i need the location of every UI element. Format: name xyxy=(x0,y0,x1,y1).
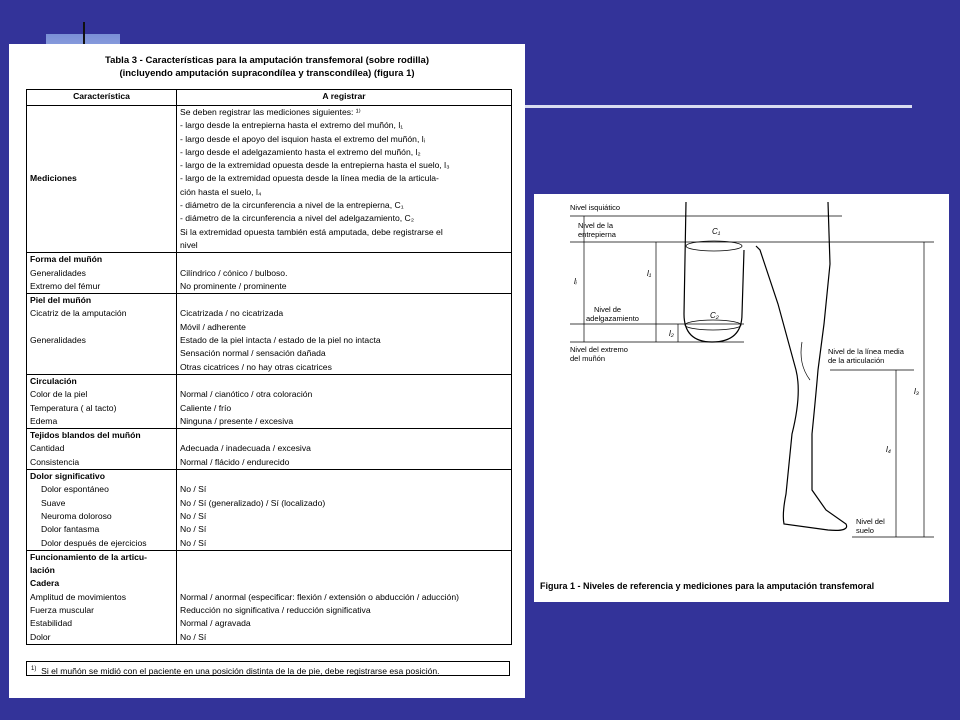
cell-caracteristica: Color de la piel xyxy=(27,388,177,401)
cell-caracteristica: Amplitud de movimientos xyxy=(27,591,177,604)
cell-a-registrar: Se deben registrar las mediciones siguientes: ¹⁾ xyxy=(177,106,512,120)
label-linea-media-1: Nivel de la línea media xyxy=(828,347,904,356)
cell-caracteristica: Cicatriz de la amputación xyxy=(27,307,177,320)
table-row xyxy=(27,374,512,388)
table-row xyxy=(27,631,512,645)
table-row xyxy=(27,186,512,199)
cell-a-registrar xyxy=(177,564,512,577)
stump-outline xyxy=(684,202,744,342)
cell-caracteristica xyxy=(27,186,177,199)
header-a-registrar: A registrar xyxy=(177,90,512,106)
cell-caracteristica xyxy=(27,119,177,132)
c2-circumference xyxy=(685,320,741,330)
header-caracteristica: Característica xyxy=(27,90,177,106)
table-row xyxy=(27,510,512,523)
cell-a-registrar: - largo desde el apoyo del isquion hasta el extremo del muñón, lᵢ xyxy=(177,133,512,146)
table-row xyxy=(27,388,512,401)
table-title-line-2: (incluyendo amputación supracondílea y transcondílea) (figura 1) xyxy=(119,68,415,79)
cell-a-registrar xyxy=(177,470,512,484)
table-row xyxy=(27,212,512,225)
opposite-leg-outline xyxy=(756,202,847,530)
cell-caracteristica: Funcionamiento de la articu- xyxy=(27,550,177,564)
label-nivel-entrepierna-1: Nivel de la xyxy=(578,221,614,230)
cell-a-registrar xyxy=(177,577,512,590)
cell-caracteristica xyxy=(27,361,177,375)
cell-a-registrar: No / Sí (generalizado) / Sí (localizado) xyxy=(177,497,512,510)
cell-a-registrar: No / Sí xyxy=(177,537,512,551)
cell-caracteristica: Temperatura ( al tacto) xyxy=(27,402,177,415)
cell-a-registrar xyxy=(177,253,512,267)
cell-caracteristica: lación xyxy=(27,564,177,577)
table-row xyxy=(27,402,512,415)
cell-a-registrar xyxy=(177,294,512,308)
cell-caracteristica: Tejidos blandos del muñón xyxy=(27,429,177,443)
cell-a-registrar: ción hasta el suelo, l₄ xyxy=(177,186,512,199)
footnote-text: Si el muñón se midió con el paciente en una posición distinta de la de pie, debe registrarse esa posición. xyxy=(41,665,440,676)
table-row xyxy=(27,497,512,510)
table-row xyxy=(27,146,512,159)
cell-a-registrar: Normal / anormal (especificar: flexión / extensión o abducción / aducción) xyxy=(177,591,512,604)
table-row xyxy=(27,456,512,470)
label-nivel-isquiatico: Nivel isquiático xyxy=(570,203,621,212)
label-l1: l₁ xyxy=(647,269,652,278)
cell-a-registrar: Si la extremidad opuesta también está amputada, debe registrarse el xyxy=(177,226,512,239)
cell-a-registrar: No / Sí xyxy=(177,631,512,645)
table-document xyxy=(9,44,525,698)
table-row xyxy=(27,470,512,484)
table-row xyxy=(27,253,512,267)
cell-caracteristica: Suave xyxy=(27,497,177,510)
table-row xyxy=(27,172,512,185)
label-suelo-2: suelo xyxy=(856,526,874,535)
table-row xyxy=(27,523,512,536)
cell-a-registrar: Normal / agravada xyxy=(177,617,512,630)
table-row xyxy=(27,604,512,617)
decorative-horizontal-line xyxy=(520,105,912,108)
c1-circumference xyxy=(686,241,742,251)
table-footnote xyxy=(26,661,510,676)
table-row xyxy=(27,267,512,280)
cell-a-registrar: Ninguna / presente / excesiva xyxy=(177,415,512,429)
cell-a-registrar: Caliente / frío xyxy=(177,402,512,415)
table-row xyxy=(27,361,512,375)
table-row xyxy=(27,347,512,360)
label-l4: l₄ xyxy=(886,445,891,454)
table-row xyxy=(27,483,512,496)
cell-a-registrar: No / Sí xyxy=(177,483,512,496)
cell-caracteristica: Dolor significativo xyxy=(27,470,177,484)
cell-caracteristica: Circulación xyxy=(27,374,177,388)
cell-caracteristica: Estabilidad xyxy=(27,617,177,630)
cell-a-registrar: nivel xyxy=(177,239,512,253)
footnote-mark: 1) xyxy=(31,666,37,672)
label-nivel-extremo-1: Nivel del extremo xyxy=(570,345,628,354)
cell-caracteristica xyxy=(27,146,177,159)
label-li: lᵢ xyxy=(574,277,577,286)
cell-caracteristica: Dolor después de ejercicios xyxy=(27,537,177,551)
label-l2: l₂ xyxy=(669,329,674,338)
cell-caracteristica xyxy=(27,159,177,172)
cell-caracteristica: Dolor xyxy=(27,631,177,645)
label-suelo-1: Nivel del xyxy=(856,517,885,526)
cell-caracteristica: Extremo del fémur xyxy=(27,280,177,294)
figure-panel xyxy=(534,194,949,602)
table-row xyxy=(27,617,512,630)
label-nivel-adelg-2: adelgazamiento xyxy=(586,314,639,323)
label-nivel-extremo-2: del muñón xyxy=(570,354,606,363)
cell-a-registrar: - diámetro de la circunferencia a nivel de la entrepierna, C₁ xyxy=(177,199,512,212)
cell-a-registrar xyxy=(177,550,512,564)
cell-caracteristica: Consistencia xyxy=(27,456,177,470)
table-row xyxy=(27,307,512,320)
label-nivel-adelg-1: Nivel de xyxy=(594,305,622,314)
cell-a-registrar: Otras cicatrices / no hay otras cicatrices xyxy=(177,361,512,375)
cell-a-registrar: No / Sí xyxy=(177,523,512,536)
table-row xyxy=(27,442,512,455)
cell-caracteristica xyxy=(27,226,177,239)
table-row xyxy=(27,577,512,590)
cell-a-registrar: Cicatrizada / no cicatrizada xyxy=(177,307,512,320)
table-row xyxy=(27,321,512,334)
cell-a-registrar: Estado de la piel intacta / estado de la piel no intacta xyxy=(177,334,512,347)
table-row xyxy=(27,239,512,253)
cell-caracteristica: Fuerza muscular xyxy=(27,604,177,617)
cell-caracteristica: Cadera xyxy=(27,577,177,590)
table-row xyxy=(27,199,512,212)
cell-caracteristica: Cantidad xyxy=(27,442,177,455)
cell-a-registrar: - diámetro de la circunferencia a nivel del adelgazamiento, C₂ xyxy=(177,212,512,225)
leg-measurement-diagram xyxy=(534,194,949,579)
table-row xyxy=(27,591,512,604)
cell-caracteristica: Generalidades xyxy=(27,267,177,280)
table-row xyxy=(27,226,512,239)
cell-caracteristica xyxy=(27,347,177,360)
cell-a-registrar: - largo desde la entrepierna hasta el extremo del muñón, l₁ xyxy=(177,119,512,132)
table-row xyxy=(27,159,512,172)
label-c1: C₁ xyxy=(712,227,721,236)
table-row xyxy=(27,119,512,132)
table-row xyxy=(27,133,512,146)
table-row xyxy=(27,429,512,443)
cell-a-registrar: No / Sí xyxy=(177,510,512,523)
cell-a-registrar: Normal / flácido / endurecido xyxy=(177,456,512,470)
cell-caracteristica xyxy=(27,321,177,334)
cell-a-registrar: - largo de la extremidad opuesta desde la línea media de la articula- xyxy=(177,172,512,185)
cell-a-registrar xyxy=(177,429,512,443)
table-row xyxy=(27,537,512,551)
cell-a-registrar xyxy=(177,374,512,388)
table-title xyxy=(9,54,525,80)
cell-caracteristica xyxy=(27,106,177,120)
decorative-vertical-line xyxy=(83,22,85,44)
cell-caracteristica: Edema xyxy=(27,415,177,429)
cell-caracteristica: Dolor espontáneo xyxy=(27,483,177,496)
cell-a-registrar: Adecuada / inadecuada / excesiva xyxy=(177,442,512,455)
table-row xyxy=(27,106,512,120)
cell-caracteristica xyxy=(27,133,177,146)
cell-a-registrar: Móvil / adherente xyxy=(177,321,512,334)
cell-caracteristica: Neuroma doloroso xyxy=(27,510,177,523)
cell-a-registrar: Reducción no significativa / reducción significativa xyxy=(177,604,512,617)
table-row xyxy=(27,294,512,308)
label-linea-media-2: de la articulación xyxy=(828,356,885,365)
label-c2: C₂ xyxy=(710,311,719,320)
label-l3: l₃ xyxy=(914,387,919,396)
table-title-line-1: Tabla 3 - Características para la amputación transfemoral (sobre rodilla) xyxy=(105,55,429,66)
cell-caracteristica xyxy=(27,239,177,253)
knee-detail xyxy=(801,342,810,380)
table-row xyxy=(27,415,512,429)
table-row xyxy=(27,280,512,294)
cell-caracteristica xyxy=(27,212,177,225)
cell-caracteristica: Generalidades xyxy=(27,334,177,347)
figure-caption: Figura 1 - Niveles de referencia y mediciones para la amputación transfemoral xyxy=(540,581,875,591)
cell-caracteristica: Mediciones xyxy=(27,172,177,185)
table-row xyxy=(27,550,512,564)
table-row xyxy=(27,564,512,577)
cell-a-registrar: No prominente / prominente xyxy=(177,280,512,294)
label-nivel-entrepierna-2: entrepierna xyxy=(578,230,616,239)
cell-a-registrar: - largo desde el adelgazamiento hasta el extremo del muñón, l₂ xyxy=(177,146,512,159)
cell-a-registrar: Sensación normal / sensación dañada xyxy=(177,347,512,360)
cell-caracteristica xyxy=(27,199,177,212)
cell-a-registrar: Normal / cianótico / otra coloración xyxy=(177,388,512,401)
cell-caracteristica: Forma del muñón xyxy=(27,253,177,267)
cell-caracteristica: Piel del muñón xyxy=(27,294,177,308)
cell-a-registrar: - largo de la extremidad opuesta desde la entrepierna hasta el suelo, l₃ xyxy=(177,159,512,172)
table-row xyxy=(27,334,512,347)
characteristics-table xyxy=(26,89,512,645)
cell-caracteristica: Dolor fantasma xyxy=(27,523,177,536)
cell-a-registrar: Cilíndrico / cónico / bulboso. xyxy=(177,267,512,280)
